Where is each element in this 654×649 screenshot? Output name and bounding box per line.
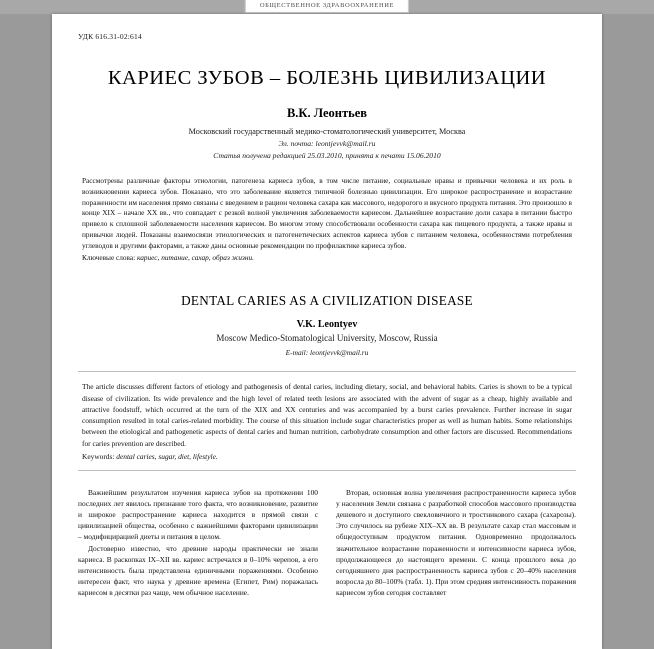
body-column-right: [336, 487, 576, 598]
keywords-en-label: Keywords:: [82, 451, 115, 461]
abstract-en: The article discusses different factors of etiology and pathogenesis of dental caries, including dietary, social, and behavioral habits. Caries is shown to be a typical disease of civilization. Its wide prevalence and the high level of related teeth lesions are associated with the advent of sugar as a cheap, highly available and attractive foodstuff, which occurred at the turn of the XIX and XX centuries and was accompanied by a burst caries prevalence. Further increase in sugar consumption resulted in total caries-related morbidity. The course of this situation include sugar characteristics proper as well as human habits. Some relationships between the etiological and pathogenetic aspects of dental caries and human nutrition, carbohydrate consumption and other factors are discussed. Recommendations for caries prevention are described.: [82, 382, 572, 448]
author-name-en: V.K. Leontyev: [296, 319, 358, 331]
page-sheet: [52, 14, 602, 649]
body-paragraph: Достоверно известно, что древние народы практически не знали кариеса. В раскопках IX–XII вв. кариес встречался в 0–10% черепов, а его интенсивность была представлена единичными поражениями. Особенно интересен факт, что наука у древние времена (Египет, Рим) поражалась кариесом в десятки раз чаще, чем обычное население.: [78, 543, 318, 597]
body-columns: [78, 487, 576, 598]
body-paragraph: Вторая, основная волна увеличения распространенности кариеса зубов у населения Земли связана с разработкой способов массового производства дешевого и доступного свекловичного и тростникового сахара (сахарозы). Это случилось на рубеже XIX–XX вв. В результате сахар стал массовым и общедоступным продуктом питания. Одновременно продолжалось значительное возрастание пораженности и интенсивности кариеса зубов, продолжающееся до настоящего времени. С конца прошлого века до сегодняшнего дня распространенность кариеса зубов с 20–40% населения возросла до 80–100% (табл. 1). При этом средняя интенсивность поражения кариесом зубов сегодня составляет: [336, 487, 576, 597]
affiliation-en: Moscow Medico-Stomatological University, Moscow, Russia: [216, 333, 438, 344]
page-title-en: DENTAL CARIES AS A CIVILIZATION DISEASE: [181, 293, 473, 309]
author-email-en: E-mail: leontjevvk@mail.ru: [285, 348, 369, 358]
page-title: КАРИЕС ЗУБОВ – БОЛЕЗНЬ ЦИВИЛИЗАЦИИ: [107, 67, 547, 89]
running-head: ОБЩЕСТВЕННОЕ ЗДРАВООХРАНЕНИЕ: [245, 0, 409, 13]
author-name-ru: В.К. Леонтьев: [286, 106, 368, 120]
received-accepted-line: Статья получена редакцией 25.03.2010, принята к печати 15.06.2010: [213, 151, 441, 160]
body-paragraph: Важнейшим результатом изучения кариеса зубов на протяжении 100 последних лет явилось признание того факта, что возникновение, развитие и широкое распространение кариеса находится в прямой связи с цивилизацией общества, особенно с важнейшими факторами цивилизации – модифицирацией диеты и питания в целом.: [78, 487, 318, 542]
keywords-en-value: dental caries, sugar, diet, lifestyle.: [116, 451, 218, 461]
author-email-ru: Эл. почта: leontjevvk@mail.ru: [278, 139, 376, 148]
keywords-ru: [82, 253, 572, 264]
affiliation-ru: Московский государственный медико-стоматологический университет, Москва: [188, 127, 466, 136]
page-bottom-fade: [52, 639, 602, 649]
keywords-ru-value: кариес, питание, сахар, образ жизни.: [136, 252, 255, 262]
abstract-en-block: [78, 371, 576, 471]
abstract-ru: Рассмотрены различные факторы этиологии, патогенеза кариеса зубов, в том числе питание, социальные нравы и привычки человека и их роль в возникновении кариеса зубов. Показано, что это заболевание является типичной болезнью цивилизации. Его широкое распространение и возрастание пораженности им населения прямо связаны с введением в рацион человека сахара как массового, недорогого и вкусного продукта питания. Это произошло в конце XIX – начале XX вв., что совпадает с резкой волной увеличения заболеваемости кариесом. Дальнейшее возрастание доли сахара в питании быстро привело к сплошной заболеваемости населения кариесом. Во многом этому способствовали особенности сахара как пищевого продукта, а также нравы и привычки людей. Показаны взаимосвязи этиологических и патогенетических аспектов кариеса зубов с питанием человека, особенностями потребления углеводов и другими факторами, а также даны основные рекомендации по профилактике кариеса зубов.: [82, 176, 572, 250]
keywords-en: [82, 451, 572, 462]
udk-code: УДК 616.31-02:614: [78, 32, 142, 41]
keywords-ru-label: Ключевые слова:: [82, 252, 136, 262]
body-column-left: [78, 487, 318, 598]
